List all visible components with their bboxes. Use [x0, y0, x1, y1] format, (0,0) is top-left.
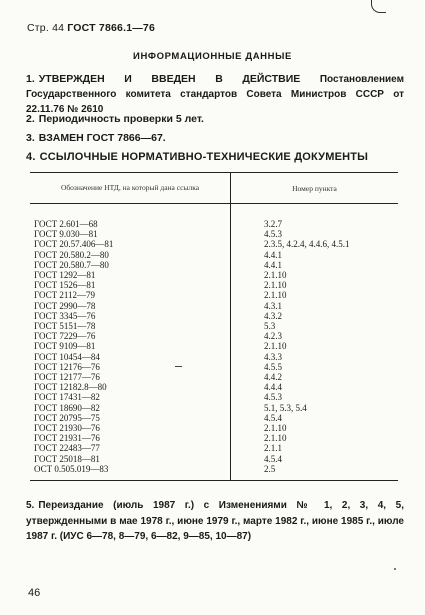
item-1-text: Постановлением Государственного комитета стандартов Совета Министров СССР от 22.11.76 № 2610	[26, 74, 404, 115]
standard-designation: ГОСТ 9109—81	[30, 341, 231, 351]
header-code: ГОСТ 7866.1—76	[67, 22, 156, 34]
clause-numbers: 4.5.5	[264, 361, 282, 372]
stray-mark	[175, 366, 182, 367]
standard-designation: ГОСТ 1292—81	[30, 270, 231, 280]
table-row	[30, 413, 398, 423]
clause-numbers: 5.3	[264, 321, 276, 332]
clause-numbers: 2.1.10	[264, 270, 287, 281]
clause-numbers: 4.3.2	[264, 310, 282, 321]
table-row	[30, 423, 398, 433]
table-row	[30, 403, 398, 413]
table-row	[30, 280, 398, 290]
item-5-text: Переиздание (июль 1987 г.) с Изменениями № 1, 2, 3, 4, 5, утвержденными в мае 1978 г., июне 1979 г., марте 1982 г., июне 1985 г., июле 1987 г. (ИУС 6—78, 8—79, 6—82, 9—85, 10—87)	[26, 500, 404, 542]
standard-designation: ГОСТ 20.57.406—81	[30, 239, 231, 249]
table-row	[30, 382, 398, 392]
standard-designation: ГОСТ 20.580.2—80	[30, 250, 231, 260]
info-item-5	[26, 498, 404, 545]
clause-numbers: 4.2.3	[264, 331, 282, 342]
standard-designation: ГОСТ 20.580.7—80	[30, 260, 231, 270]
table-row	[30, 250, 398, 260]
table-row	[30, 433, 398, 443]
table-row	[30, 290, 398, 300]
page-number: 46	[28, 587, 41, 599]
standard-designation: ГОСТ 21931—76	[30, 433, 231, 443]
standard-designation: ГОСТ 20795—75	[30, 413, 231, 423]
clause-numbers: 2.1.10	[264, 341, 287, 352]
table-row	[30, 260, 398, 270]
standard-designation: ГОСТ 21930—76	[30, 423, 231, 433]
clause-numbers: 4.5.4	[264, 453, 282, 464]
page-header	[27, 22, 155, 34]
standard-designation: ГОСТ 1526—81	[30, 280, 231, 290]
col-header-designation: Обозначение НТД, на который дана ссылка	[30, 173, 231, 204]
info-item-1	[26, 72, 404, 117]
table-row	[30, 443, 398, 453]
info-item-3	[26, 131, 404, 146]
table-row	[30, 352, 398, 362]
item-number: 5.	[26, 500, 35, 511]
standard-designation: ГОСТ 12177—76	[30, 372, 231, 382]
clause-numbers: 4.4.4	[264, 382, 282, 393]
table-row	[30, 321, 398, 331]
item-number: 4.	[26, 151, 36, 163]
standard-designation: ГОСТ 2.601—68	[30, 219, 231, 229]
standard-designation: ГОСТ 17431—82	[30, 392, 231, 402]
table-row	[30, 219, 398, 229]
table-row	[30, 270, 398, 280]
standard-designation: ГОСТ 25018—81	[30, 454, 231, 464]
standard-designation: ГОСТ 9.030—81	[30, 229, 231, 239]
table-row	[30, 311, 398, 321]
clause-numbers: 2.1.1	[264, 443, 282, 454]
clause-numbers: 4.4.2	[264, 372, 282, 383]
item-number: 1.	[26, 73, 35, 85]
table-row	[30, 454, 398, 464]
clause-numbers: 4.4.1	[264, 249, 282, 260]
table-header-row	[30, 173, 398, 204]
clause-numbers: 4.5.3	[264, 229, 282, 240]
clause-numbers: 5.1, 5.3, 5.4	[264, 402, 307, 413]
clause-numbers: 2.3.5, 4.2.4, 4.4.6, 4.5.1	[264, 239, 350, 250]
standard-designation: ГОСТ 7229—76	[30, 331, 231, 341]
clause-numbers: 2.5	[264, 463, 276, 474]
clause-numbers: 3.2.7	[264, 219, 282, 229]
header-prefix: Стр. 44	[27, 22, 65, 34]
clause-numbers: 2.1.10	[264, 280, 287, 291]
table-row	[30, 464, 398, 474]
clause-numbers: 2.1.10	[264, 433, 287, 444]
table-row	[30, 239, 398, 249]
standard-designation: ОСТ 0.505.019—83	[30, 464, 231, 474]
standard-designation: ГОСТ 10454—84	[30, 352, 231, 362]
col-header-clause: Номер пункта	[231, 173, 399, 204]
clause-numbers: 4.3.3	[264, 351, 282, 362]
item-3-text: ВЗАМЕН ГОСТ 7866—67.	[38, 132, 166, 144]
clause-numbers: 2.1.10	[264, 290, 287, 301]
table-row	[30, 331, 398, 341]
clause-numbers: 4.4.1	[264, 259, 282, 270]
standard-designation: ГОСТ 12182.8—80	[30, 382, 231, 392]
stray-dot	[394, 568, 396, 570]
reference-documents-table	[30, 172, 398, 481]
table-row	[30, 392, 398, 402]
clause-numbers: 4.5.4	[264, 412, 282, 423]
item-4-text: ССЫЛОЧНЫЕ НОРМАТИВНО-ТЕХНИЧЕСКИЕ ДОКУМЕНТЫ	[39, 151, 369, 163]
item-number: 2.	[26, 113, 35, 125]
info-item-4	[26, 150, 404, 165]
table-row	[30, 372, 398, 382]
standard-designation: ГОСТ 22483—77	[30, 443, 231, 453]
clause-numbers: 4.5.3	[264, 392, 282, 403]
standard-designation: ГОСТ 5151—78	[30, 321, 231, 331]
standard-designation: ГОСТ 3345—76	[30, 311, 231, 321]
standard-designation: ГОСТ 2990—78	[30, 301, 231, 311]
info-item-2	[26, 112, 404, 127]
table-row	[30, 362, 398, 372]
standard-designation: ГОСТ 12176—76	[30, 362, 231, 372]
clause-numbers: 2.1.10	[264, 423, 287, 434]
standard-designation: ГОСТ 18690—82	[30, 403, 231, 413]
item-1-heading: УТВЕРЖДЕН И ВВЕДЕН В ДЕЙСТВИЕ	[38, 73, 301, 85]
standard-designation: ГОСТ 2112—79	[30, 290, 231, 300]
clause-numbers: 4.3.1	[264, 300, 282, 311]
table-row	[30, 229, 398, 239]
table-row	[30, 301, 398, 311]
item-number: 3.	[26, 132, 35, 144]
corner-mark	[371, 0, 386, 13]
section-title: ИНФОРМАЦИОННЫЕ ДАННЫЕ	[133, 51, 292, 62]
item-2-text: Периодичность проверки 5 лет.	[38, 113, 204, 125]
table-row	[30, 341, 398, 351]
